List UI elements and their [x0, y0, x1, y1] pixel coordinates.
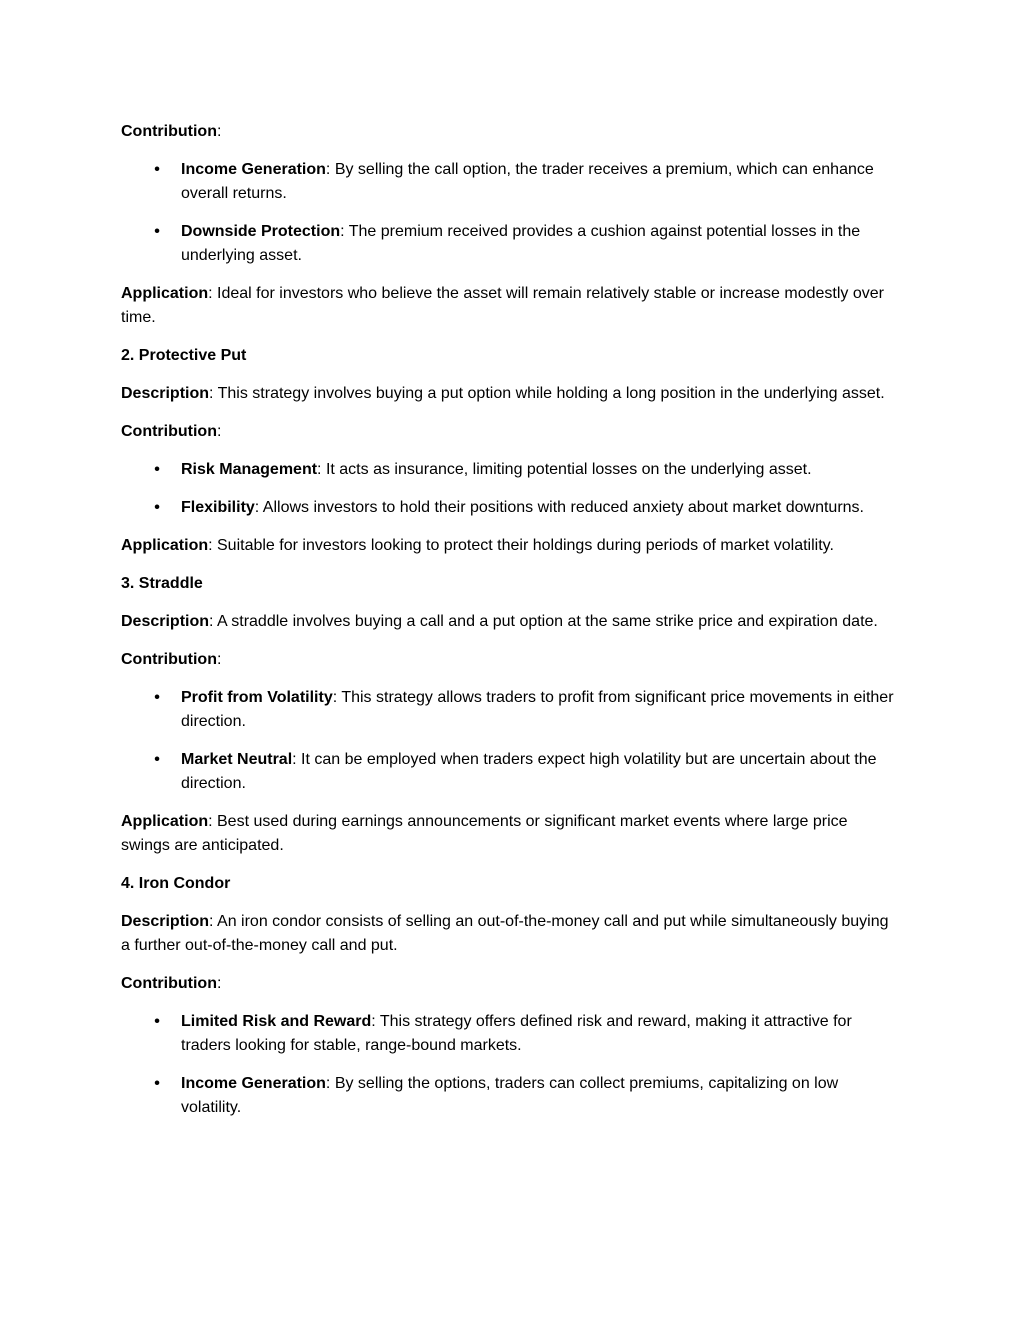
bullet-label: Market Neutral [181, 751, 293, 768]
paragraph-label: Contribution [121, 423, 217, 440]
paragraph [121, 120, 895, 144]
bullet-list [121, 158, 895, 268]
paragraph-label: Contribution [121, 123, 217, 140]
bullet-item [121, 220, 895, 268]
paragraph-text: : [216, 423, 222, 440]
paragraph [121, 972, 895, 996]
paragraph-text: : This strategy involves buying a put option while holding a long position in the underlying asset. [209, 385, 885, 402]
section-heading: 4. Iron Condor [121, 875, 231, 892]
bullet-dot-icon: • [154, 751, 160, 768]
bullet-item [121, 458, 895, 482]
bullet-text: : It acts as insurance, limiting potential losses on the underlying asset. [317, 461, 812, 478]
paragraph-label: Contribution [121, 651, 217, 668]
paragraph [121, 910, 895, 958]
bullet-item [121, 1072, 895, 1120]
bullet-dot-icon: • [154, 461, 160, 478]
paragraph-text: : [216, 651, 222, 668]
bullet-list [121, 686, 895, 796]
bullet-dot-icon: • [154, 223, 160, 240]
paragraph [121, 420, 895, 444]
paragraph-label: Description [121, 385, 210, 402]
bullet-label: Limited Risk and Reward [181, 1013, 372, 1030]
section-heading: 3. Straddle [121, 575, 203, 592]
bullet-text: : By selling the call option, the trader receives a premium, which can enhance overall returns. [181, 161, 874, 202]
paragraph-label: Application [121, 813, 209, 830]
section-heading: 2. Protective Put [121, 347, 247, 364]
bullet-item [121, 1010, 895, 1058]
bullet-dot-icon: • [154, 499, 160, 516]
bullet-item [121, 158, 895, 206]
bullet-text: : This strategy offers defined risk and reward, making it attractive for traders looking for stable, range-bound markets. [181, 1013, 852, 1054]
bullet-text: : The premium received provides a cushion against potential losses in the underlying asset. [181, 223, 861, 264]
bullet-item [121, 748, 895, 796]
bullet-dot-icon: • [154, 1075, 160, 1092]
bullet-label: Risk Management [181, 461, 318, 478]
paragraph-label: Description [121, 913, 210, 930]
bullet-dot-icon: • [154, 689, 160, 706]
bullet-text: : Allows investors to hold their positions with reduced anxiety about market downturns. [254, 499, 864, 516]
document-page [121, 120, 895, 1134]
bullet-dot-icon: • [154, 1013, 160, 1030]
paragraph-text: : An iron condor consists of selling an out-of-the-money call and put while simultaneously buying a further out-of-the-money call and put. [121, 913, 889, 954]
bullet-item [121, 686, 895, 734]
bullet-text: : By selling the options, traders can collect premiums, capitalizing on low volatility. [181, 1075, 839, 1116]
paragraph-label: Application [121, 285, 209, 302]
paragraph [121, 382, 895, 406]
paragraph-text: : [216, 975, 222, 992]
paragraph-label: Application [121, 537, 209, 554]
paragraph-text: : A straddle involves buying a call and a put option at the same strike price and expiration date. [209, 613, 878, 630]
bullet-list [121, 458, 895, 520]
bullet-label: Flexibility [181, 499, 255, 516]
paragraph [121, 810, 895, 858]
bullet-list [121, 1010, 895, 1120]
paragraph-text: : Best used during earnings announcements or significant market events where large price swings are anticipated. [121, 813, 848, 854]
bullet-label: Downside Protection [181, 223, 341, 240]
paragraph [121, 610, 895, 634]
paragraph-label: Contribution [121, 975, 217, 992]
paragraph-text: : Ideal for investors who believe the asset will remain relatively stable or increase modestly over time. [121, 285, 884, 326]
bullet-dot-icon: • [154, 161, 160, 178]
bullet-item [121, 496, 895, 520]
bullet-text: : This strategy allows traders to profit from significant price movements in either direction. [181, 689, 894, 730]
paragraph [121, 648, 895, 672]
bullet-label: Income Generation [181, 161, 326, 178]
paragraph-label: Description [121, 613, 210, 630]
bullet-label: Profit from Volatility [181, 689, 333, 706]
bullet-text: : It can be employed when traders expect high volatility but are uncertain about the direction. [181, 751, 877, 792]
paragraph [121, 534, 895, 558]
paragraph-text: : Suitable for investors looking to protect their holdings during periods of market volatility. [208, 537, 834, 554]
paragraph [121, 282, 895, 330]
paragraph-text: : [216, 123, 222, 140]
bullet-label: Income Generation [181, 1075, 326, 1092]
